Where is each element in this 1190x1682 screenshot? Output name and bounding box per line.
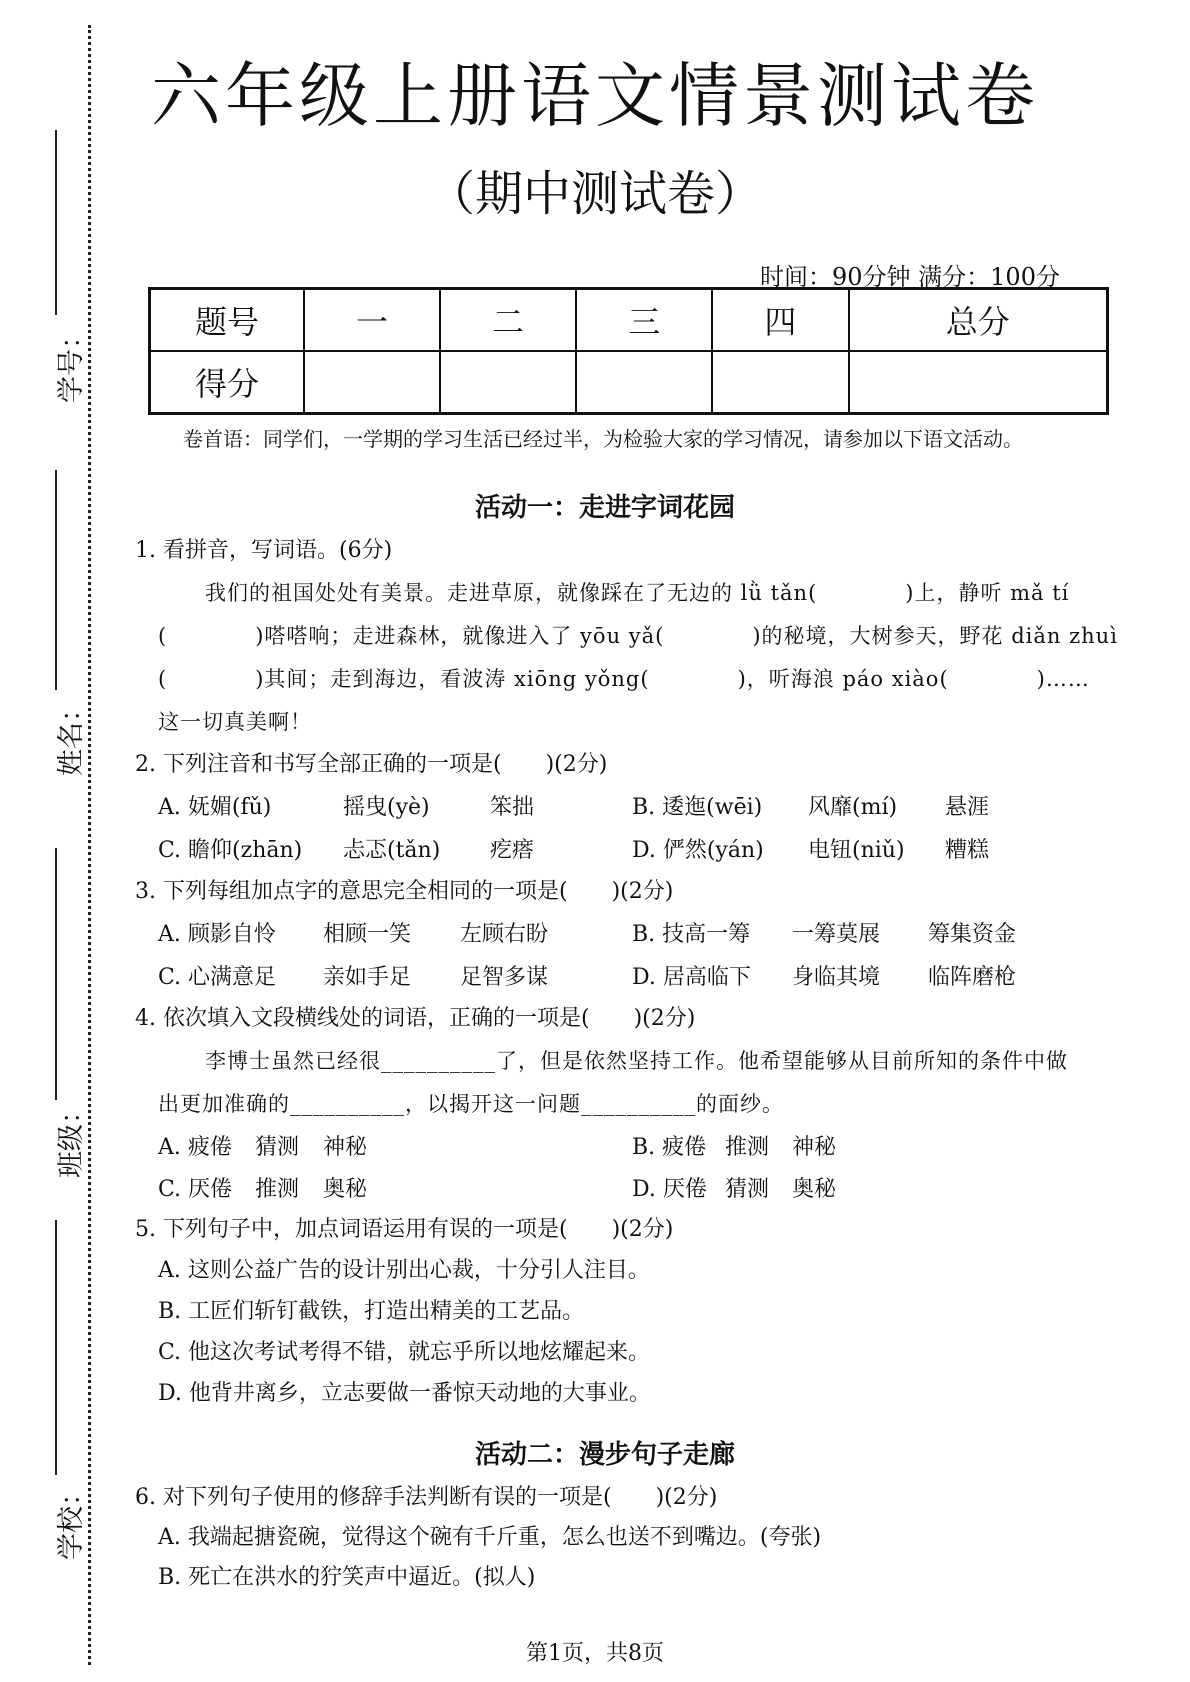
- question-4-title: 4. 依次填入文段横线处的词语，正确的一项是( )(2分): [135, 1006, 696, 1031]
- q3-option: 亲如手足: [323, 965, 412, 990]
- q3-option: 相顾一笑: [323, 922, 412, 947]
- q6-option: B. 死亡在洪水的狞笑声中逼近。(拟人): [158, 1565, 536, 1590]
- q3-option: 身临其境: [792, 965, 881, 990]
- q1-line: ( )其间；走到海边，看波涛 xiōng yǒng( )，听海浪 páo xiào( )……: [158, 667, 1090, 691]
- q3-option: 筹集资金: [928, 922, 1017, 947]
- q1-line: 我们的祖国处处有美景。走进草原，就像踩在了无边的 lǜ tǎn( )上，静听 mǎ tí: [205, 581, 1070, 605]
- q4-option: A. 疲倦: [158, 1135, 232, 1160]
- q3-option: B. 技高一筹: [632, 922, 751, 947]
- q2-option: 摇曳(yè): [343, 795, 430, 820]
- q2-option: A. 妩媚(fǔ): [158, 795, 272, 820]
- section-heading-1: 活动一：走进字词花园: [474, 493, 735, 523]
- q2-option: D. 俨然(yán): [632, 838, 764, 863]
- score-header-cell: 题号: [150, 289, 305, 352]
- q3-option: D. 居高临下: [632, 965, 751, 990]
- q3-option: 临阵磨枪: [928, 965, 1017, 990]
- question-3-title: 3. 下列每组加点字的意思完全相同的一项是( )(2分): [135, 879, 674, 904]
- q4-option: 推测: [725, 1135, 770, 1160]
- score-table-score-row: [150, 351, 1108, 414]
- q4-option: D. 厌倦: [632, 1177, 707, 1202]
- score-header-cell: 四: [712, 289, 848, 352]
- q3-option: 一筹莫展: [792, 922, 881, 947]
- q2-option: 电钮(niǔ): [808, 838, 905, 863]
- q4-option: 奥秘: [323, 1177, 368, 1202]
- exam-meta: 时间：90分钟 满分：100分: [760, 263, 1060, 291]
- q4-option: 奥秘: [792, 1177, 837, 1202]
- score-cell[interactable]: [440, 351, 576, 414]
- school-label: 学校：: [56, 1479, 87, 1560]
- question-5-title: 5. 下列句子中，加点词语运用有误的一项是( )(2分): [135, 1217, 674, 1242]
- score-cell[interactable]: [712, 351, 848, 414]
- q5-option: D. 他背井离乡，立志要做一番惊天动地的大事业。: [158, 1381, 651, 1406]
- section-heading-2: 活动二：漫步句子走廊: [474, 1440, 735, 1470]
- q4-option: 神秘: [323, 1135, 368, 1160]
- score-cell[interactable]: [576, 351, 712, 414]
- score-cell[interactable]: [849, 351, 1108, 414]
- q4-line: 李博士虽然已经很__________了，但是依然坚持工作。他希望能够从目前所知的条件中做: [205, 1049, 1068, 1073]
- q4-line: 出更加准确的__________，以揭开这一问题__________的面纱。: [158, 1092, 784, 1116]
- q2-option: 悬涯: [945, 795, 990, 820]
- student-id-label: 学号：: [56, 322, 87, 403]
- q4-option: B. 疲倦: [632, 1135, 707, 1160]
- question-6-title: 6. 对下列句子使用的修辞手法判断有误的一项是( )(2分): [135, 1485, 718, 1510]
- q2-option: 风靡(mí): [808, 795, 898, 820]
- page-subtitle: （期中测试卷）: [426, 166, 763, 222]
- q3-option: A. 顾影自怜: [158, 922, 276, 947]
- q3-option: C. 心满意足: [158, 965, 277, 990]
- score-table: [148, 287, 1109, 415]
- q2-option: 笨拙: [490, 795, 535, 820]
- score-row-label: 得分: [150, 351, 305, 414]
- q4-option: 推测: [255, 1177, 300, 1202]
- q2-option: 糟糕: [945, 838, 990, 863]
- score-header-cell: 三: [576, 289, 712, 352]
- q2-option: 疙瘩: [490, 838, 535, 863]
- score-header-cell: 一: [304, 289, 440, 352]
- q4-option: C. 厌倦: [158, 1177, 233, 1202]
- q1-line: ( )嗒嗒响；走进森林，就像进入了 yōu yǎ( )的秘境，大树参天，野花 diǎn zhuì: [158, 624, 1118, 648]
- question-2-title: 2. 下列注音和书写全部正确的一项是( )(2分): [135, 752, 608, 777]
- score-table-header-row: [150, 289, 1108, 352]
- q4-option: 猜测: [725, 1177, 770, 1202]
- intro-text: 卷首语：同学们，一学期的学习生活已经过半，为检验大家的学习情况，请参加以下语文活动。: [183, 427, 1023, 451]
- q2-option: B. 逶迤(wēi): [632, 795, 763, 820]
- question-1-title: 1. 看拼音，写词语。(6分): [135, 538, 393, 563]
- page-title: 六年级上册语文情景测试卷: [151, 55, 1039, 137]
- binding-dotted-line: [88, 25, 91, 1665]
- score-header-cell: 总分: [849, 289, 1108, 352]
- score-cell[interactable]: [304, 351, 440, 414]
- q2-option: C. 瞻仰(zhān): [158, 838, 303, 863]
- class-label: 班级：: [56, 1097, 87, 1178]
- q4-option: 神秘: [792, 1135, 837, 1160]
- q5-option: B. 工匠们斩钉截铁，打造出精美的工艺品。: [158, 1299, 585, 1324]
- q3-option: 足智多谋: [460, 965, 549, 990]
- q5-option: A. 这则公益广告的设计别出心裁，十分引人注目。: [158, 1258, 650, 1283]
- score-header-cell: 二: [440, 289, 576, 352]
- q6-option: A. 我端起搪瓷碗，觉得这个碗有千斤重，怎么也送不到嘴边。(夸张): [158, 1525, 822, 1550]
- q1-line: 这一切真美啊！: [158, 710, 312, 734]
- q3-option: 左顾右盼: [460, 922, 549, 947]
- q5-option: C. 他这次考试考得不错，就忘乎所以地炫耀起来。: [158, 1340, 651, 1365]
- page-footer: 第1页，共8页: [526, 1641, 664, 1666]
- q2-option: 忐忑(tǎn): [343, 838, 441, 863]
- class-line: [55, 848, 57, 1100]
- q4-option: 猜测: [255, 1135, 300, 1160]
- name-label: 姓名：: [56, 695, 87, 776]
